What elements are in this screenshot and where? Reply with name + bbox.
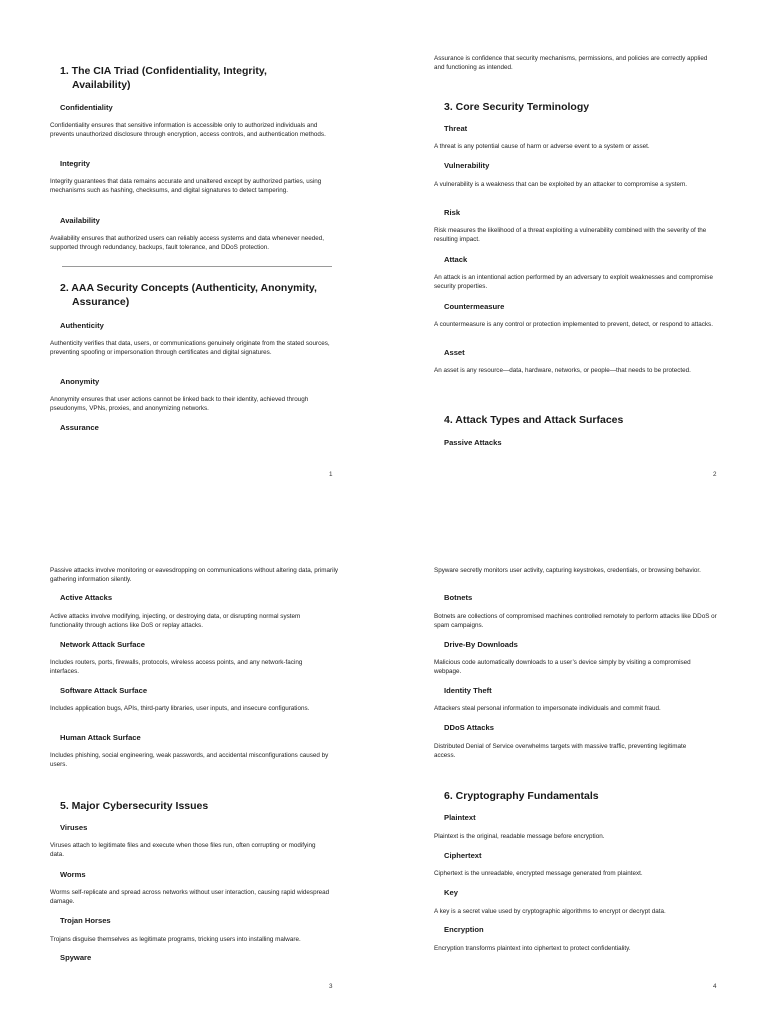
paragraph-ciphertext: Ciphertext is the unreadable, encrypted message generated from plaintext. (434, 870, 643, 877)
paragraph-ddos-attacks: Distributed Denial of Service overwhelms targets with massive traffic, preventing legitimate access. (434, 743, 687, 760)
subheading-identity-theft: Identity Theft (444, 686, 492, 695)
document-page-2 (384, 0, 768, 512)
subheading-attack: Attack (444, 255, 468, 264)
page-number: 4 (713, 983, 717, 990)
paragraph-human-attack-surface: Includes phishing, social engineering, weak passwords, and accidental misconfigurations caused by users. (50, 752, 329, 769)
subheading-ddos-attacks: DDoS Attacks (444, 723, 494, 732)
paragraph-viruses: Viruses attach to legitimate files and execute when those files run, often corrupting or modifying data. (50, 842, 316, 859)
document-page-1 (0, 0, 384, 512)
subheading-spyware: Spyware (60, 953, 92, 962)
paragraph-vulnerability: A vulnerability is a weakness that can be exploited by an attacker to compromise a system. (434, 181, 688, 188)
paragraph-trojan-horses: Trojans disguise themselves as legitimate programs, tricking users into installing malware. (50, 936, 301, 943)
paragraph-risk: Risk measures the likelihood of a threat exploiting a vulnerability combined with the severity of the resulting impact. (434, 227, 707, 244)
paragraph-countermeasure: A countermeasure is any control or protection implemented to prevent, detect, or respond to attacks. (434, 321, 713, 328)
paragraph-key: A key is a secret value used by cryptographic algorithms to encrypt or decrypt data. (434, 908, 666, 915)
paragraph-asset: An asset is any resource—data, hardware, networks, or people—that needs to be protected. (434, 367, 691, 374)
page-number: 3 (329, 983, 333, 990)
paragraph-encryption: Encryption transforms plaintext into ciphertext to protect confidentiality. (434, 945, 631, 952)
subheading-trojan-horses: Trojan Horses (60, 916, 111, 925)
subheading-confidentiality: Confidentiality (60, 103, 113, 112)
subheading-asset: Asset (444, 348, 465, 357)
subheading-availability: Availability (60, 216, 100, 225)
subheading-human-attack-surface: Human Attack Surface (60, 733, 141, 742)
subheading-network-attack-surface: Network Attack Surface (60, 640, 145, 649)
section-divider (62, 266, 332, 267)
subheading-active-attacks: Active Attacks (60, 593, 113, 602)
paragraph-authenticity: Authenticity verifies that data, users, or communications genuinely originate from the stated sources, preventing spoofing or impersonation through certificates and digital signatures. (50, 340, 330, 357)
subheading-botnets: Botnets (444, 593, 473, 602)
page-number: 1 (329, 471, 333, 478)
paragraph-network-attack-surface: Includes routers, ports, firewalls, protocols, wireless access points, and any network-facing interfaces. (50, 659, 303, 676)
section-heading-cryptography: 6. Cryptography Fundamentals (444, 790, 599, 802)
paragraph-identity-theft: Attackers steal personal information to impersonate individuals and commit fraud. (434, 705, 661, 712)
subheading-anonymity: Anonymity (60, 377, 100, 386)
subheading-software-attack-surface: Software Attack Surface (60, 686, 148, 695)
subheading-countermeasure: Countermeasure (444, 302, 505, 311)
paragraph-worms: Worms self-replicate and spread across networks without user interaction, causing rapid widespread damage. (50, 889, 330, 906)
paragraph-passive-attacks: Passive attacks involve monitoring or eavesdropping on communications without altering data, primarily gathering information silently. (50, 567, 339, 584)
section-heading-terminology: 3. Core Security Terminology (444, 101, 590, 113)
paragraph-attack: An attack is an intentional action performed by an adversary to exploit weaknesses and compromise security properties. (434, 274, 713, 291)
paragraph-plaintext: Plaintext is the original, readable message before encryption. (434, 833, 605, 840)
paragraph-software-attack-surface: Includes application bugs, APIs, third-party libraries, user inputs, and insecure configurations. (50, 705, 310, 712)
subheading-threat: Threat (444, 124, 468, 133)
document-page-4 (384, 512, 768, 1024)
page-number: 2 (713, 471, 717, 478)
section-heading-aaa: 2. AAA Security Concepts (Authenticity, Anonymity, Assurance) (60, 282, 317, 308)
subheading-viruses: Viruses (60, 823, 88, 832)
subheading-plaintext: Plaintext (444, 813, 476, 822)
subheading-authenticity: Authenticity (60, 321, 104, 330)
paragraph-spyware: Spyware secretly monitors user activity, capturing keystrokes, credentials, or browsing behavior. (434, 567, 701, 574)
subheading-drive-by-downloads: Drive-By Downloads (444, 640, 518, 649)
document-page-3 (0, 512, 384, 1024)
section-heading-cybersecurity-issues: 5. Major Cybersecurity Issues (60, 800, 209, 812)
paragraph-botnets: Botnets are collections of compromised machines controlled remotely to perform attacks like DDoS or spam campaigns. (434, 613, 717, 630)
subheading-ciphertext: Ciphertext (444, 851, 482, 860)
paragraph-assurance: Assurance is confidence that security mechanisms, permissions, and policies are correctly applied and functioning as intended. (434, 55, 708, 72)
paragraph-integrity: Integrity guarantees that data remains accurate and unaltered except by authorized parties, using mechanisms such as hashing, checksums, and digital signatures to detect tampering. (50, 178, 322, 195)
subheading-risk: Risk (444, 208, 461, 217)
paragraph-threat: A threat is any potential cause of harm or adverse event to a system or asset. (434, 143, 650, 150)
subheading-vulnerability: Vulnerability (444, 161, 490, 170)
subheading-worms: Worms (60, 870, 86, 879)
paragraph-anonymity: Anonymity ensures that user actions cannot be linked back to their identity, achieved through pseudonyms, VPNs, proxies, and anonymizing networks. (50, 396, 309, 413)
subheading-key: Key (444, 888, 458, 897)
paragraph-confidentiality: Confidentiality ensures that sensitive information is accessible only to authorized individuals and prevents unauthorized disclosure through encryption, access controls, and authentication methods. (50, 122, 326, 139)
section-heading-attack-types: 4. Attack Types and Attack Surfaces (444, 414, 624, 426)
subheading-assurance: Assurance (60, 423, 99, 432)
subheading-passive-attacks: Passive Attacks (444, 438, 502, 447)
paragraph-active-attacks: Active attacks involve modifying, injecting, or destroying data, or disrupting normal system functionality through actions like DoS or replay attacks. (50, 613, 301, 630)
subheading-encryption: Encryption (444, 925, 484, 934)
subheading-integrity: Integrity (60, 159, 90, 168)
section-heading-cia-triad: 1. The CIA Triad (Confidentiality, Integrity, Availability) (60, 65, 267, 91)
paragraph-availability: Availability ensures that authorized users can reliably access systems and data whenever needed, supported through redundancy, backups, fault tolerance, and DDoS protection. (50, 235, 324, 252)
paragraph-drive-by-downloads: Malicious code automatically downloads to a user’s device simply by visiting a compromised webpage. (434, 659, 691, 676)
